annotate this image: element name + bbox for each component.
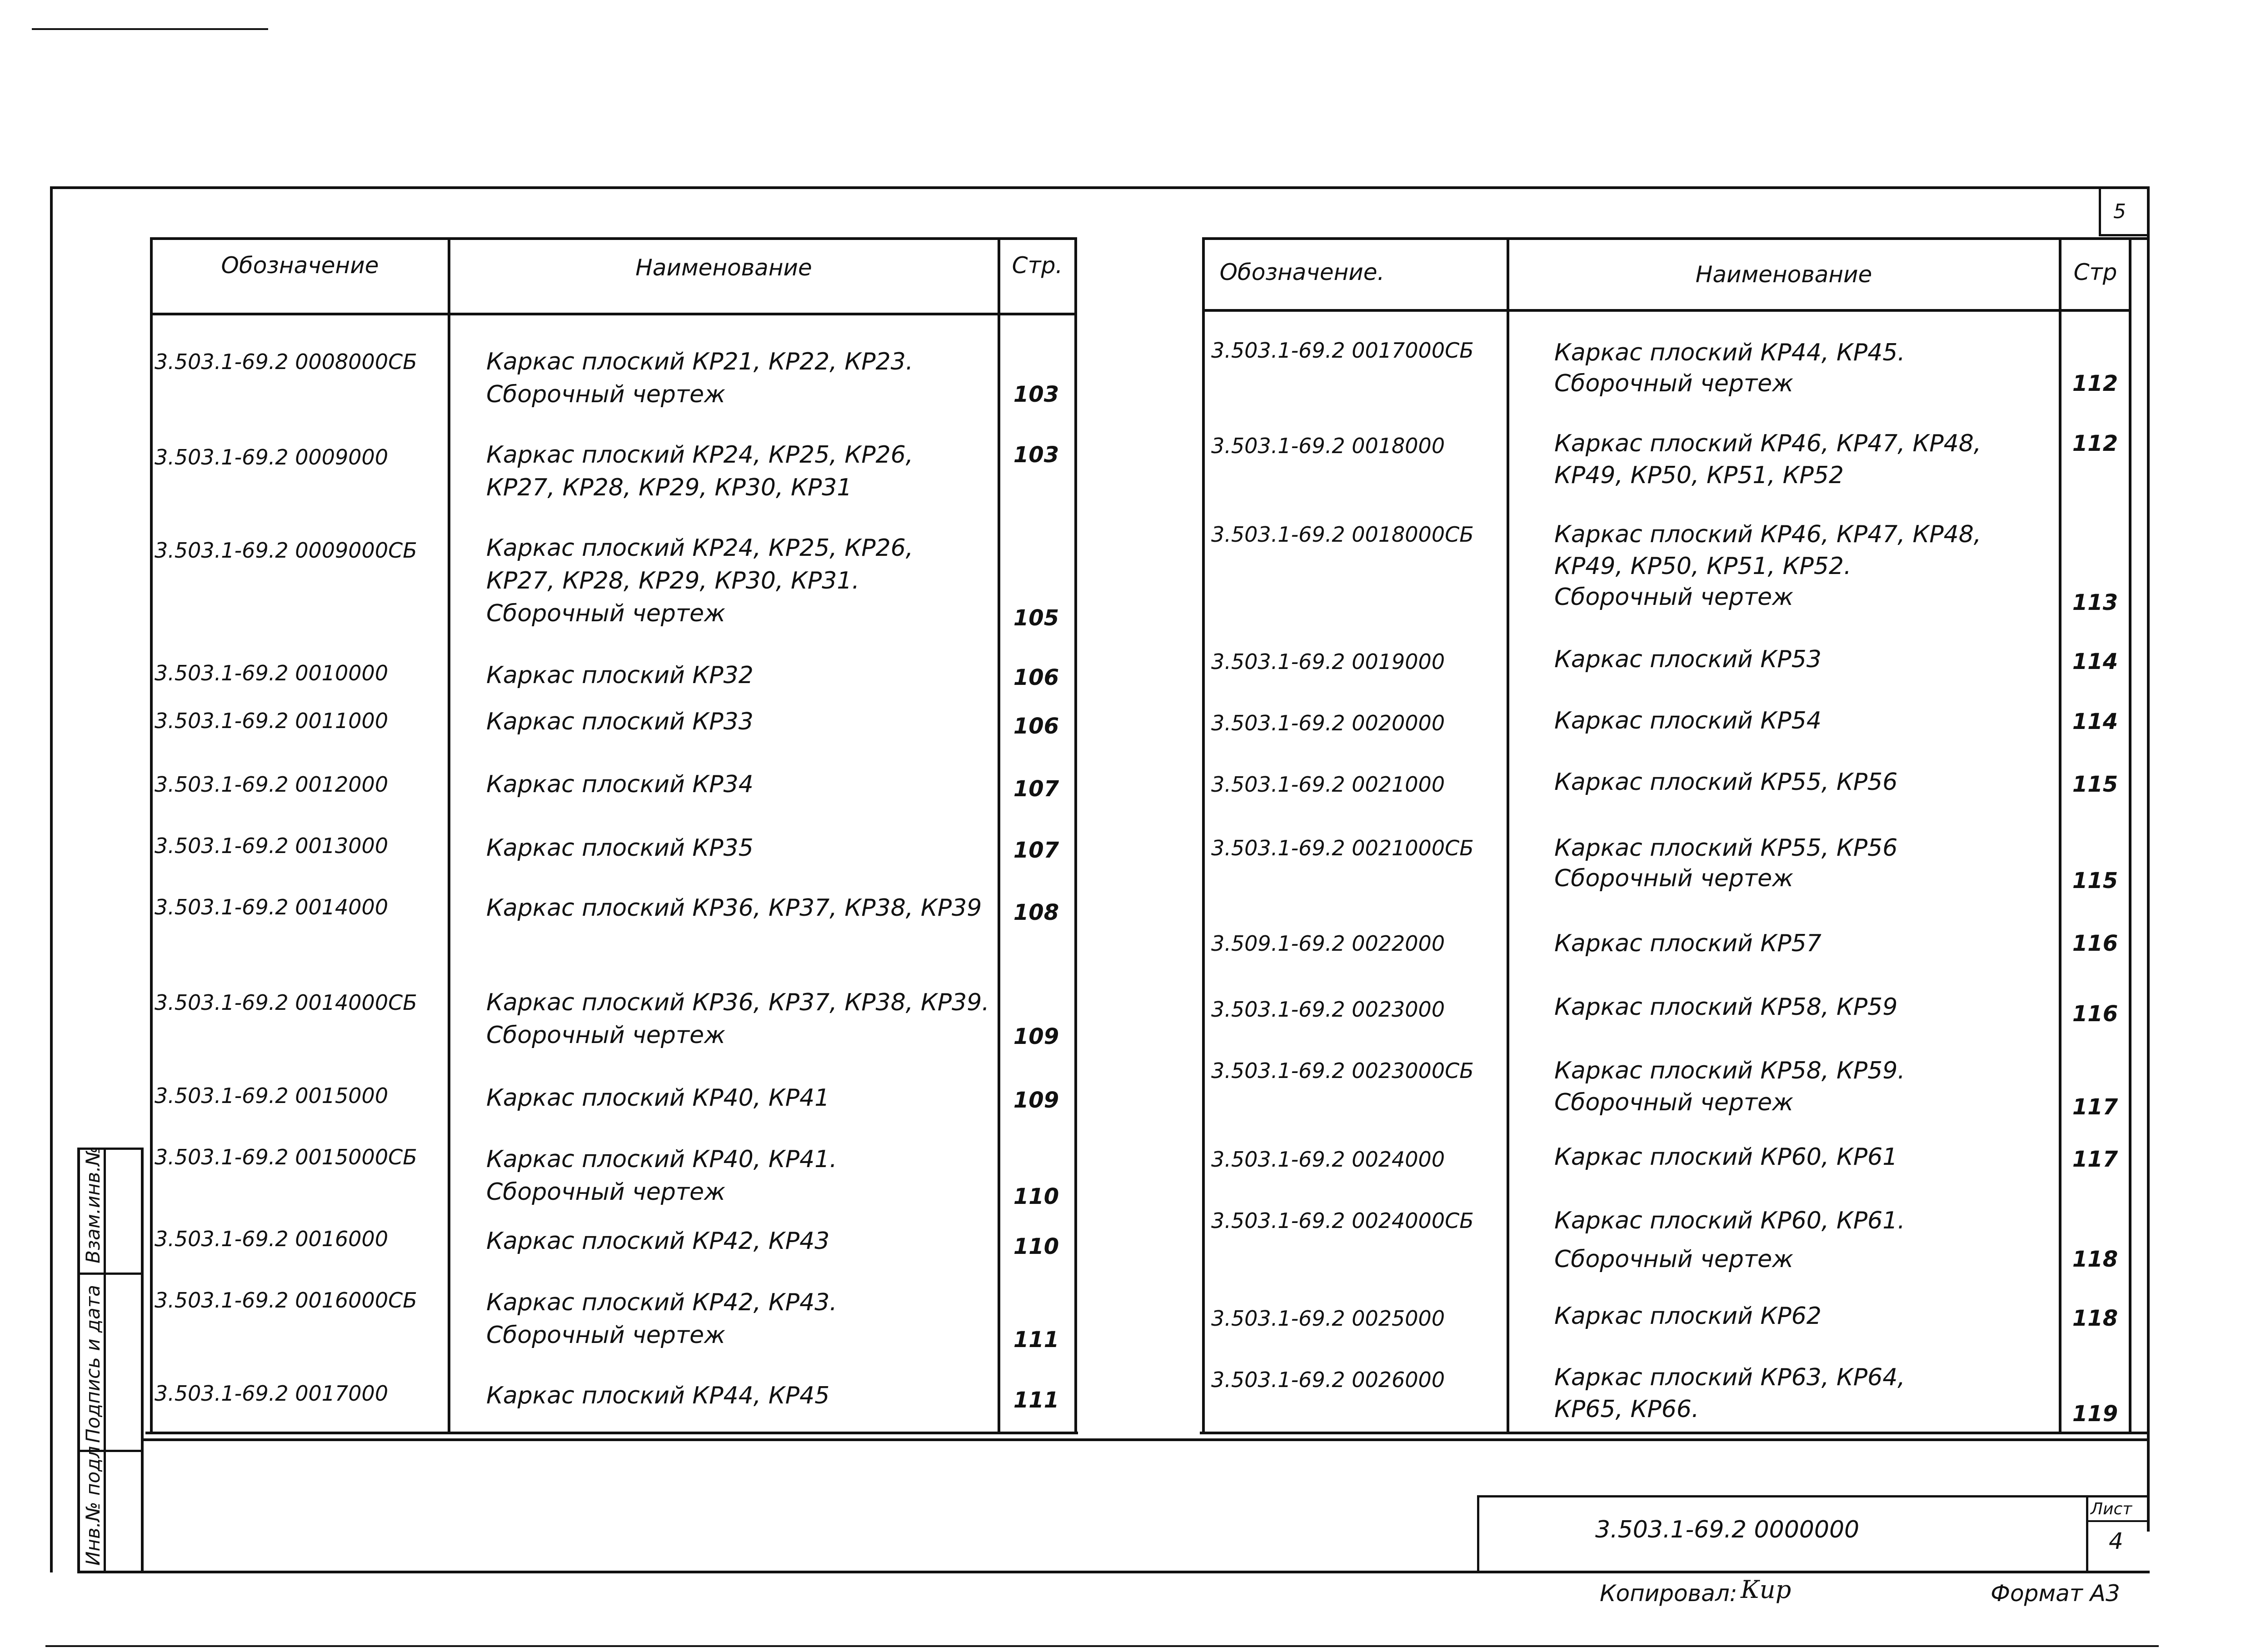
row-name-line: КР49, КР50, КР51, КР52 — [1554, 462, 1844, 489]
row-name-line: Сборочный чертеж — [486, 381, 725, 408]
row-code: 3.503.1-69.2 0010000 — [155, 661, 389, 685]
side-label-inv-orig: Инв.№ подл — [82, 1446, 104, 1566]
row-name-line: КР27, КР28, КР29, КР30, КР31 — [486, 474, 852, 501]
row-code: 3.503.1-69.2 0023000 — [1211, 997, 1445, 1022]
row-page: 118 — [2072, 1247, 2118, 1272]
row-code: 3.503.1-69.2 0025000 — [1211, 1306, 1445, 1331]
row-page: 112 — [2072, 371, 2118, 396]
row-page: 103 — [1013, 442, 1059, 468]
row-page: 110 — [1013, 1184, 1059, 1209]
row-code: 3.503.1-69.2 0009000СБ — [155, 538, 417, 563]
frame-top — [50, 186, 2150, 189]
side-stamp-div1 — [77, 1273, 144, 1275]
row-code: 3.503.1-69.2 0014000 — [155, 895, 389, 919]
row-name-line: Каркас плоский КР60, КР61 — [1554, 1143, 1898, 1171]
row-page: 103 — [1013, 382, 1059, 407]
row-code: 3.503.1-69.2 0014000СБ — [155, 990, 417, 1015]
row-page: 117 — [2072, 1147, 2118, 1172]
row-page: 119 — [2072, 1401, 2118, 1427]
row-code: 3.503.1-69.2 0008000СБ — [155, 349, 417, 374]
row-code: 3.503.1-69.2 0015000 — [155, 1083, 389, 1108]
title-block-left — [1477, 1495, 1479, 1572]
row-code: 3.503.1-69.2 0016000СБ — [155, 1288, 417, 1313]
row-code: 3.503.1-69.2 0024000 — [1211, 1147, 1445, 1172]
row-code: 3.503.1-69.2 0024000СБ — [1211, 1208, 1474, 1233]
left-col-3 — [998, 237, 1000, 1433]
row-name-line: КР65, КР66. — [1554, 1396, 1699, 1423]
row-name-line: Каркас плоский КР46, КР47, КР48, — [1554, 430, 1981, 457]
row-name-line: Каркас плоский КР55, КР56 — [1554, 769, 1898, 796]
left-header-designation: Обозначение — [221, 252, 379, 279]
row-page: 115 — [2072, 772, 2118, 797]
title-block-sheet-divider — [2086, 1495, 2088, 1572]
row-name-line: Каркас плоский КР36, КР37, КР38, КР39 — [486, 894, 982, 922]
row-name-line: Каркас плоский КР24, КР25, КР26, — [486, 534, 913, 562]
row-name-line: Сборочный чертеж — [1554, 1089, 1793, 1116]
right-table-header-rule — [1202, 309, 2129, 312]
row-name-line: Каркас плоский КР57 — [1554, 930, 1822, 957]
row-code: 3.503.1-69.2 0021000СБ — [1211, 836, 1474, 860]
row-name-line: Сборочный чертеж — [486, 600, 725, 627]
right-col-4 — [2129, 237, 2131, 1433]
row-page: 117 — [2072, 1094, 2118, 1120]
side-label-sign-date: Подпись и дата — [82, 1285, 104, 1443]
row-page: 116 — [2072, 1001, 2118, 1027]
row-name-line: Каркас плоский КР32 — [486, 662, 754, 689]
row-name-line: Каркас плоский КР54 — [1554, 707, 1822, 734]
row-code: 3.503.1-69.2 0019000 — [1211, 649, 1445, 674]
row-name-line: Каркас плоский КР44, КР45 — [486, 1382, 830, 1409]
row-code: 3.503.1-69.2 0011000 — [155, 709, 389, 733]
left-col-1 — [150, 237, 153, 1433]
row-code: 3.509.1-69.2 0022000 — [1211, 931, 1445, 956]
row-name-line: Каркас плоский КР21, КР22, КР23. — [486, 348, 913, 375]
corner-sheet-mark: 5 — [2113, 200, 2126, 223]
top-stray-line — [32, 28, 268, 30]
right-header-page: Стр — [2073, 259, 2117, 285]
row-name-line: Каркас плоский КР35 — [486, 834, 754, 862]
title-block-top — [1477, 1495, 2150, 1497]
side-stamp-right — [141, 1148, 144, 1572]
row-page: 110 — [1013, 1234, 1059, 1259]
copied-by-signature: Кир — [1741, 1575, 1792, 1604]
sheet-number: 4 — [2109, 1528, 2123, 1554]
row-code: 3.503.1-69.2 0013000 — [155, 833, 389, 858]
right-table-bottom — [1200, 1432, 2150, 1434]
row-name-line: Сборочный чертеж — [486, 1178, 725, 1206]
row-code: 3.503.1-69.2 0018000СБ — [1211, 522, 1474, 547]
right-header-name: Наименование — [1695, 261, 1872, 288]
right-col-1 — [1202, 237, 1205, 1433]
corner-box-left — [2099, 186, 2101, 236]
row-code: 3.503.1-69.2 0009000 — [155, 445, 389, 469]
row-name-line: Каркас плоский КР58, КР59 — [1554, 993, 1898, 1021]
row-page: 111 — [1013, 1387, 1059, 1413]
row-name-line: Сборочный чертеж — [1554, 865, 1793, 892]
row-name-line: Сборочный чертеж — [486, 1022, 725, 1049]
sheet-label: Лист — [2091, 1500, 2132, 1518]
row-code: 3.503.1-69.2 0020000 — [1211, 711, 1445, 735]
right-header-designation: Обозначение. — [1219, 259, 1385, 285]
row-name-line: Сборочный чертеж — [486, 1322, 725, 1349]
frame-right — [2147, 186, 2150, 1532]
row-page: 116 — [2072, 931, 2118, 956]
row-code: 3.503.1-69.2 0017000 — [155, 1381, 389, 1406]
row-code: 3.503.1-69.2 0021000 — [1211, 772, 1445, 797]
side-stamp-left — [77, 1148, 80, 1572]
frame-left — [50, 186, 53, 1572]
left-table-top — [150, 237, 1077, 240]
frame-body-rule — [141, 1438, 2150, 1441]
right-col-2 — [1507, 237, 1509, 1433]
row-page: 108 — [1013, 900, 1059, 925]
frame-bottom — [77, 1571, 2150, 1573]
row-name-line: Сборочный чертеж — [1554, 370, 1793, 397]
row-page: 114 — [2072, 649, 2118, 674]
side-label-inv-repl: Взам.инв.№ — [82, 1146, 104, 1263]
row-name-line: Каркас плоский КР36, КР37, КР38, КР39. — [486, 989, 989, 1016]
row-page: 109 — [1013, 1088, 1059, 1113]
paper-format: Формат А3 — [1991, 1580, 2120, 1607]
row-code: 3.503.1-69.2 0012000 — [155, 772, 389, 797]
right-col-3 — [2059, 237, 2061, 1433]
right-table-top — [1202, 237, 2147, 240]
row-name-line: КР27, КР28, КР29, КР30, КР31. — [486, 567, 859, 594]
row-page: 106 — [1013, 714, 1059, 739]
row-code: 3.503.1-69.2 0015000СБ — [155, 1145, 417, 1169]
row-name-line: Сборочный чертеж — [1554, 1246, 1793, 1273]
row-page: 107 — [1013, 776, 1059, 802]
row-name-line: Каркас плоский КР62 — [1554, 1303, 1822, 1330]
bottom-stray-line — [45, 1645, 2159, 1647]
row-name-line: Каркас плоский КР24, КР25, КР26, — [486, 441, 913, 469]
left-table-bottom — [145, 1432, 1078, 1434]
row-code: 3.503.1-69.2 0023000СБ — [1211, 1058, 1474, 1083]
row-name-line: Каркас плоский КР34 — [486, 771, 754, 798]
row-name-line: Каркас плоский КР63, КР64, — [1554, 1364, 1905, 1391]
row-code: 3.503.1-69.2 0026000 — [1211, 1368, 1445, 1392]
row-name-line: Каркас плоский КР46, КР47, КР48, — [1554, 521, 1981, 548]
row-page: 118 — [2072, 1306, 2118, 1331]
row-page: 109 — [1013, 1024, 1059, 1049]
corner-box-bottom — [2099, 234, 2149, 236]
row-page: 105 — [1013, 605, 1059, 631]
row-page: 106 — [1013, 665, 1059, 690]
row-name-line: Каркас плоский КР42, КР43 — [486, 1228, 830, 1255]
left-table-header-rule — [150, 313, 1077, 315]
left-col-2 — [448, 237, 450, 1433]
row-page: 111 — [1013, 1327, 1059, 1353]
left-col-4 — [1074, 237, 1077, 1433]
row-name-line: Каркас плоский КР40, КР41 — [486, 1084, 830, 1112]
row-name-line: Каркас плоский КР60, КР61. — [1554, 1207, 1905, 1234]
doc-code: 3.503.1-69.2 0000000 — [1595, 1516, 1860, 1543]
row-code: 3.503.1-69.2 0017000СБ — [1211, 338, 1474, 363]
row-page: 115 — [2072, 868, 2118, 893]
row-code: 3.503.1-69.2 0016000 — [155, 1227, 389, 1251]
left-header-page: Стр. — [1012, 252, 1063, 279]
row-page: 114 — [2072, 709, 2118, 734]
row-name-line: Каркас плоский КР53 — [1554, 646, 1822, 673]
row-page: 107 — [1013, 838, 1059, 863]
row-name-line: Каркас плоский КР42, КР43. — [486, 1289, 837, 1316]
row-page: 112 — [2072, 431, 2118, 456]
row-page: 113 — [2072, 590, 2118, 615]
row-name-line: КР49, КР50, КР51, КР52. — [1554, 553, 1852, 580]
row-name-line: Каркас плоский КР33 — [486, 708, 754, 735]
copied-by-label: Копировал: — [1600, 1580, 1737, 1607]
left-header-name: Наименование — [635, 255, 812, 281]
row-code: 3.503.1-69.2 0018000 — [1211, 434, 1445, 458]
row-name-line: Каркас плоский КР40, КР41. — [486, 1146, 837, 1173]
row-name-line: Каркас плоский КР44, КР45. — [1554, 339, 1905, 366]
row-name-line: Каркас плоский КР58, КР59. — [1554, 1057, 1905, 1084]
row-name-line: Сборочный чертеж — [1554, 584, 1793, 611]
row-name-line: Каркас плоский КР55, КР56 — [1554, 834, 1898, 862]
